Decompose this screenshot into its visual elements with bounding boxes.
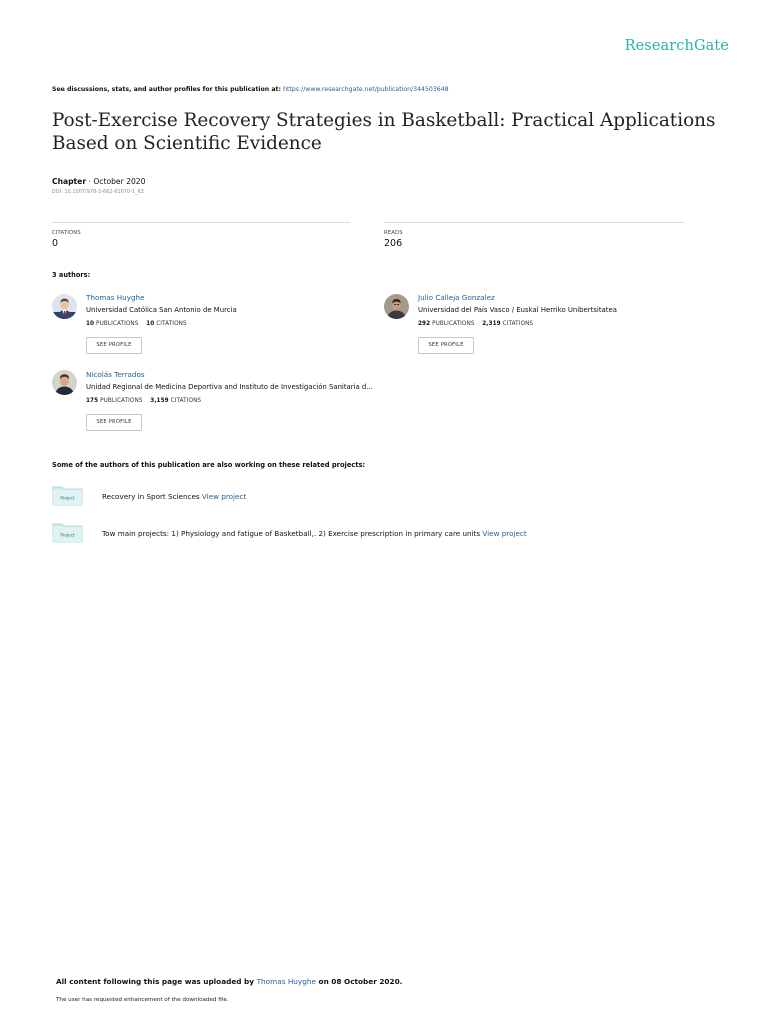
project-thumb-label: Project <box>60 495 75 501</box>
upload-prefix: All content following this page was uploaded by <box>56 977 257 986</box>
citations-label: CITATIONS <box>502 321 534 327</box>
see-profile-button[interactable]: SEE PROFILE <box>86 414 142 431</box>
discussions-line <box>52 86 449 93</box>
publications-label: PUBLICATIONS <box>100 398 143 404</box>
publication-type: Chapter <box>52 177 87 186</box>
project-item <box>102 492 246 501</box>
upload-note <box>56 977 402 986</box>
project-folder-icon[interactable] <box>52 522 83 543</box>
discussions-text: See discussions, stats, and author profiles for this publication at: <box>52 86 284 93</box>
author-stats <box>418 321 533 327</box>
citations-count: 10 <box>146 321 155 327</box>
citations-value: 0 <box>52 238 59 249</box>
author-name-link[interactable]: Julio Calleja Gonzalez <box>418 293 495 302</box>
author-avatar[interactable] <box>52 294 77 319</box>
publications-label: PUBLICATIONS <box>432 321 475 327</box>
citations-label: CITATIONS <box>156 321 187 327</box>
author-name-link[interactable]: Nicolás Terrados <box>86 370 145 379</box>
project-thumb-label: Project <box>60 532 75 538</box>
project-title: Recovery in Sport Sciences <box>102 492 202 501</box>
citations-count: 3,159 <box>150 398 169 404</box>
view-project-link[interactable]: View project <box>201 492 247 501</box>
author-stats <box>86 321 187 327</box>
reads-label: READS <box>384 230 403 236</box>
author-name-link[interactable]: Thomas Huyghe <box>86 293 145 302</box>
authors-heading: 3 authors: <box>52 271 91 279</box>
citations-label: CITATIONS <box>52 230 81 236</box>
citations-divider <box>52 222 350 223</box>
publications-count: 10 <box>86 321 95 327</box>
author-avatar[interactable] <box>52 370 77 395</box>
project-folder-icon[interactable] <box>52 485 83 506</box>
publications-count: 175 <box>86 398 99 404</box>
project-title: Tow main projects: 1) Physiology and fatigue of Basketball,. 2) Exercise prescription in primary care units <box>102 529 483 538</box>
see-profile-button[interactable]: SEE PROFILE <box>86 337 142 354</box>
author-affiliation: Universidad del País Vasco / Euskal Herriko Unibertsitatea <box>418 306 617 314</box>
project-item <box>102 529 527 538</box>
citations-label: CITATIONS <box>170 398 202 404</box>
publication-doi: DOI: 10.1007/978-3-662-61070-1_63 <box>52 190 144 195</box>
researchgate-logo[interactable]: ResearchGate <box>624 38 729 54</box>
publications-count: 292 <box>418 321 431 327</box>
publications-label: PUBLICATIONS <box>96 321 139 327</box>
publication-date: · October 2020 <box>88 177 146 186</box>
author-affiliation: Universidad Católica San Antonio de Murcia <box>86 306 237 314</box>
author-stats <box>86 398 201 404</box>
author-avatar[interactable] <box>384 294 409 319</box>
publication-title: Post-Exercise Recovery Strategies in Basketball: Practical Applications Based on Scientific Evidence <box>52 110 716 154</box>
upload-suffix: on 08 October 2020. <box>316 977 403 986</box>
related-projects-heading: Some of the authors of this publication are also working on these related projects: <box>52 461 366 469</box>
author-affiliation: Unidad Regional de Medicina Deportiva and Instituto de Investigación Sanitaria d... <box>86 383 373 391</box>
enhancement-note: The user has requested enhancement of the downloaded file. <box>56 997 229 1003</box>
view-project-link[interactable]: View project <box>482 529 527 538</box>
citations-count: 2,319 <box>482 321 501 327</box>
reads-value: 206 <box>384 238 403 249</box>
publication-url-link[interactable]: https://www.researchgate.net/publication/344503648 <box>283 86 449 93</box>
reads-divider <box>384 222 684 223</box>
uploader-link[interactable]: Thomas Huyghe <box>256 977 317 986</box>
publication-meta <box>52 177 145 186</box>
see-profile-button[interactable]: SEE PROFILE <box>418 337 474 354</box>
